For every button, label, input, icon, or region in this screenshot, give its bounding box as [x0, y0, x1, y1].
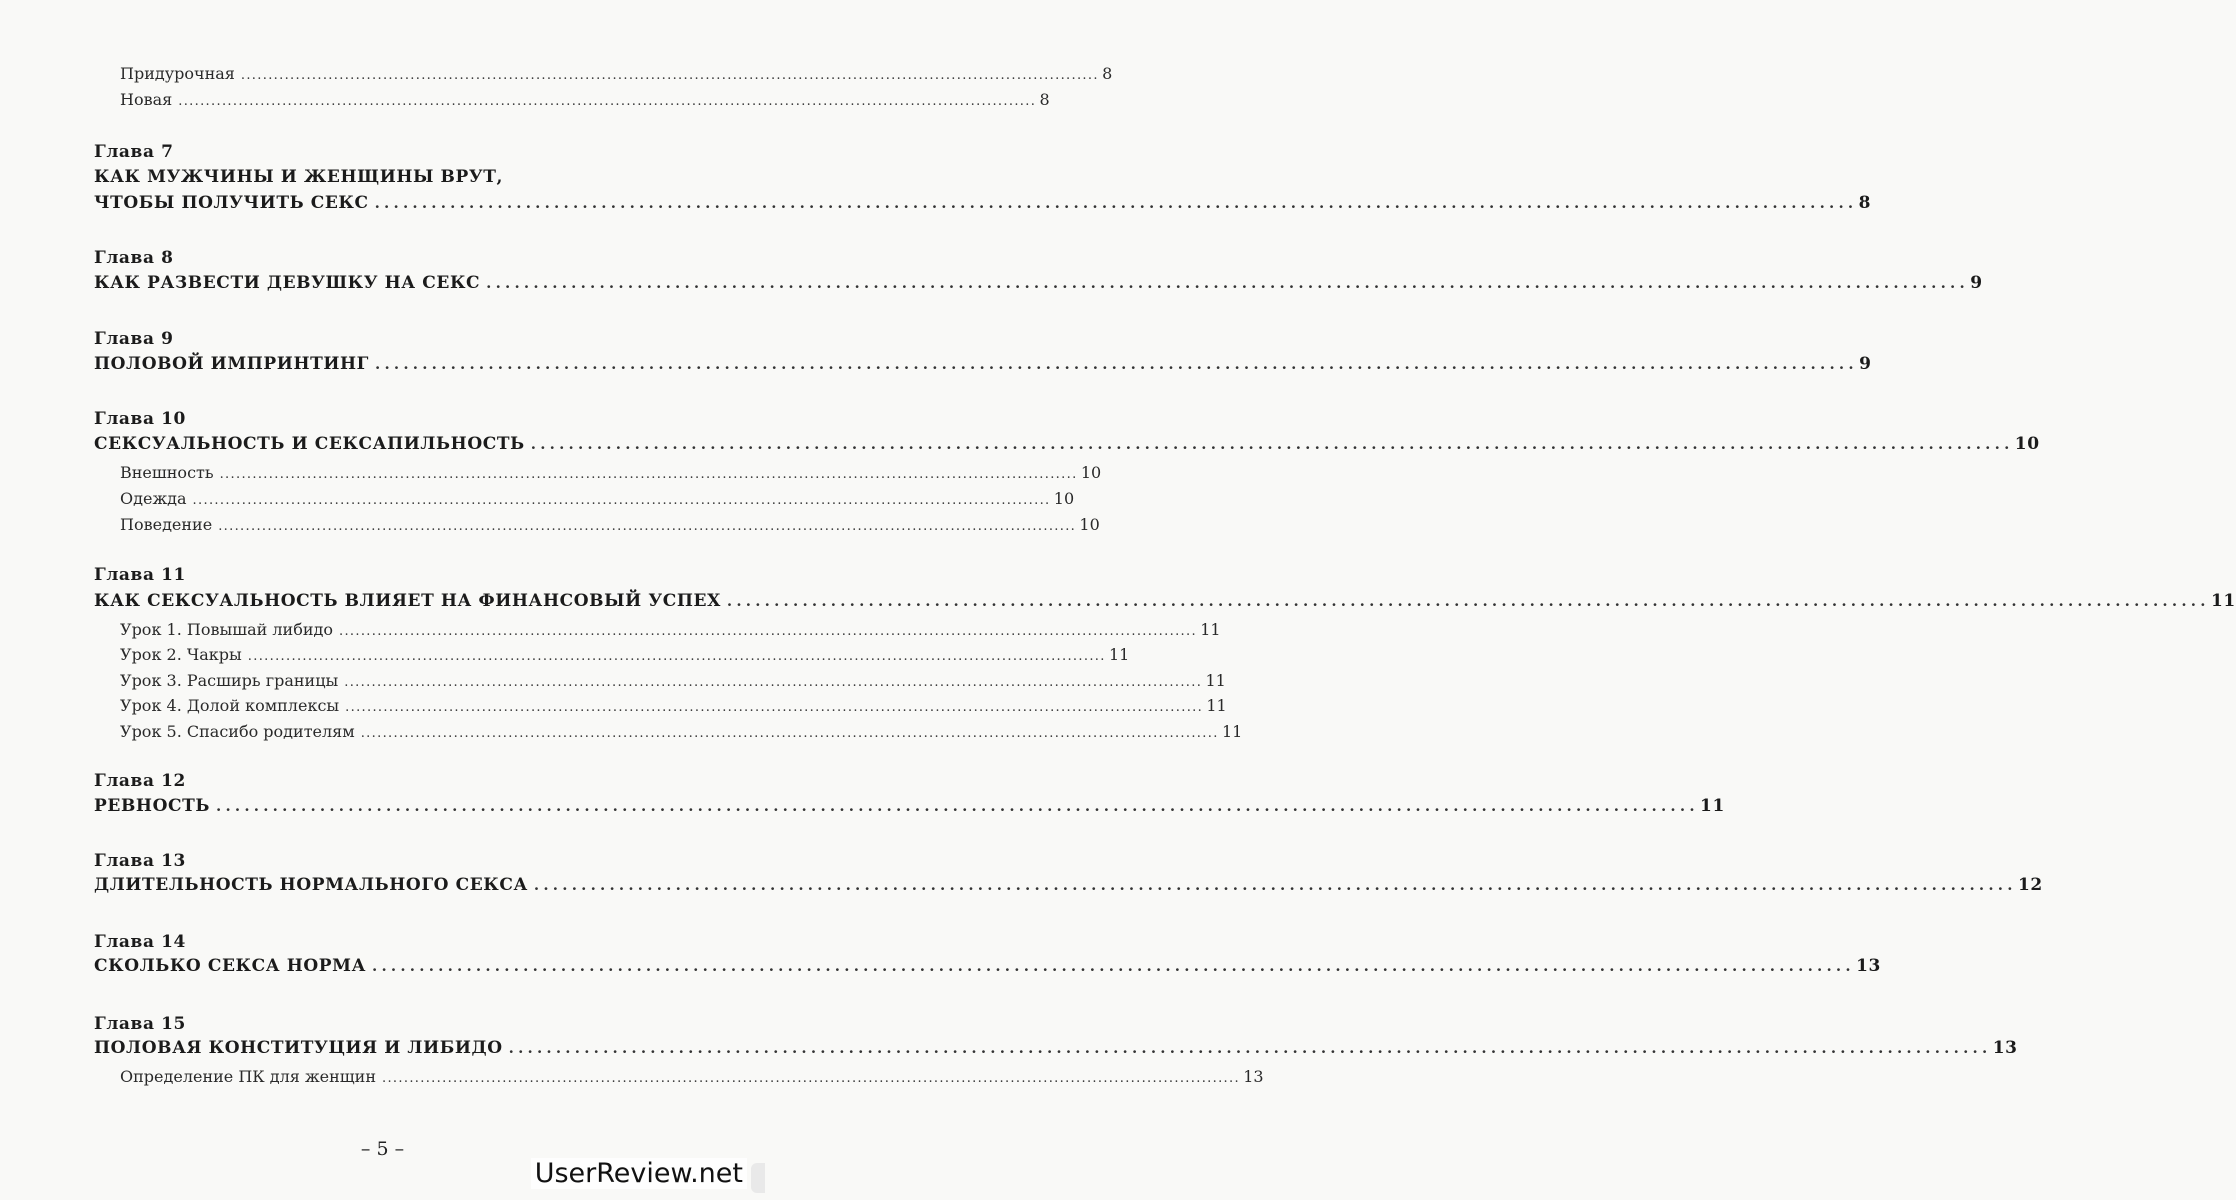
chapter-title: ДЛИТЕЛЬНОСТЬ НОРМАЛЬНОГО СЕКСА [94, 875, 528, 895]
chapter-title: РЕВНОСТЬ [94, 796, 210, 816]
dot-leader [375, 354, 1853, 374]
page-ref: 11 [1206, 696, 1227, 715]
dot-leader [220, 463, 1075, 482]
dot-leader [193, 489, 1048, 508]
chapter-label: Глава 15 [94, 1014, 186, 1034]
page-ref: 11 [1109, 645, 1130, 664]
chapter-title: ПОЛОВАЯ КОНСТИТУЦИЯ И ЛИБИДО [94, 1038, 503, 1058]
page-number: – 5 – [360, 1138, 405, 1160]
page-ref: 9 [1859, 354, 1872, 374]
chapter-title: ЧТОБЫ ПОЛУЧИТЬ СЕКС [94, 193, 369, 213]
toc-chapter-entry[interactable] [0, 354, 1872, 374]
page-ref: 10 [1053, 489, 1075, 508]
toc-entry-label: Урок 4. Долой комплексы [120, 696, 340, 715]
chapter-label: Глава 11 [94, 565, 186, 585]
dot-leader [372, 956, 1850, 976]
chapter-label: Глава 7 [94, 142, 174, 162]
page-ref: 11 [1205, 671, 1226, 690]
dot-leader [218, 515, 1073, 534]
dot-leader [339, 620, 1194, 639]
dot-leader [345, 696, 1200, 715]
toc-entry-label: Определение ПК для женщин [120, 1067, 376, 1086]
dot-leader [509, 1038, 1987, 1058]
chapter-title: КАК СЕКСУАЛЬНОСТЬ ВЛИЯЕТ НА ФИНАНСОВЫЙ УСПЕХ [94, 591, 721, 611]
dot-leader [178, 90, 1033, 109]
toc-entry-label: Урок 5. Спасибо родителям [120, 722, 355, 741]
dot-leader [361, 722, 1216, 741]
dot-leader [248, 645, 1103, 664]
chapter-label: Глава 8 [94, 248, 174, 268]
page-ref: 8 [1858, 193, 1872, 213]
page-ref: 11 [1700, 796, 1725, 816]
toc-entry-label: Урок 3. Расширь границы [120, 671, 339, 690]
dot-leader [382, 1067, 1237, 1086]
toc-subentry[interactable] [0, 722, 1243, 741]
toc-chapter-entry[interactable] [0, 591, 2236, 611]
toc-subentry[interactable] [0, 671, 1226, 690]
toc-entry-label: Урок 2. Чакры [120, 645, 242, 664]
chapter-label: Глава 12 [94, 771, 186, 791]
dot-leader [216, 796, 1694, 816]
dot-leader [375, 193, 1853, 213]
chapter-title: СКОЛЬКО СЕКСА НОРМА [94, 956, 367, 976]
chapter-label: Глава 14 [94, 932, 186, 952]
toc-chapter-entry[interactable] [0, 193, 1872, 213]
chapter-label: Глава 13 [94, 851, 186, 871]
toc-subentry[interactable] [0, 64, 1113, 83]
page-ref: 13 [1856, 956, 1881, 976]
toc-chapter-entry[interactable] [0, 875, 2043, 895]
page-ref: 13 [1992, 1038, 2018, 1058]
page-ref: 12 [2017, 875, 2043, 895]
toc-entry-label: Новая [120, 90, 173, 109]
page-ref: 10 [2014, 434, 2040, 454]
toc-chapter-entry[interactable] [0, 1038, 2018, 1058]
toc-chapter-entry[interactable] [0, 434, 2040, 454]
dot-leader [727, 591, 2205, 611]
page-ref: 9 [1970, 273, 1983, 293]
toc-subentry[interactable] [0, 515, 1100, 534]
page-ref: 11 [2210, 591, 2236, 611]
toc-subentry[interactable] [0, 1067, 1264, 1086]
page-ref: 13 [1243, 1067, 1264, 1086]
toc-subentry[interactable] [0, 696, 1227, 715]
chapter-title: ПОЛОВОЙ ИМПРИНТИНГ [94, 354, 370, 374]
page-ref: 8 [1102, 64, 1113, 83]
dot-leader [534, 875, 2012, 895]
chapter-title: СЕКСУАЛЬНОСТЬ И СЕКСАПИЛЬНОСТЬ [94, 434, 525, 454]
dot-leader [344, 671, 1199, 690]
dot-leader [486, 273, 1964, 293]
toc-subentry[interactable] [0, 645, 1130, 664]
dot-leader [241, 64, 1096, 83]
chapter-label: Глава 9 [94, 329, 174, 349]
toc-chapter-entry[interactable] [0, 796, 1725, 816]
chapter-label: Глава 10 [94, 409, 186, 429]
page-ref: 10 [1080, 463, 1102, 482]
toc-entry-label: Одежда [120, 489, 187, 508]
page-ref: 10 [1079, 515, 1100, 534]
watermark-badge-icon [751, 1163, 765, 1193]
chapter-title: КАК РАЗВЕСТИ ДЕВУШКУ НА СЕКС [94, 273, 481, 293]
toc-entry-label: Придурочная [120, 64, 235, 83]
toc-entry-label: Урок 1. Повышай либидо [120, 620, 333, 639]
toc-subentry[interactable] [0, 620, 1221, 639]
page-ref: 11 [1221, 722, 1243, 741]
toc-entry-label: Внешность [120, 463, 214, 482]
watermark-text: UserReview.net [531, 1158, 747, 1189]
toc-subentry[interactable] [0, 463, 1102, 482]
toc-chapter-entry[interactable] [0, 956, 1881, 976]
toc-entry-label: Поведение [120, 515, 213, 534]
dot-leader [531, 434, 2009, 454]
toc-subentry[interactable] [0, 489, 1075, 508]
toc-chapter-entry[interactable] [0, 273, 1983, 293]
toc-subentry[interactable] [0, 90, 1050, 109]
page-ref: 8 [1039, 90, 1050, 109]
page-ref: 11 [1200, 620, 1221, 639]
chapter-title-line: КАК МУЖЧИНЫ И ЖЕНЩИНЫ ВРУТ, [94, 167, 504, 187]
